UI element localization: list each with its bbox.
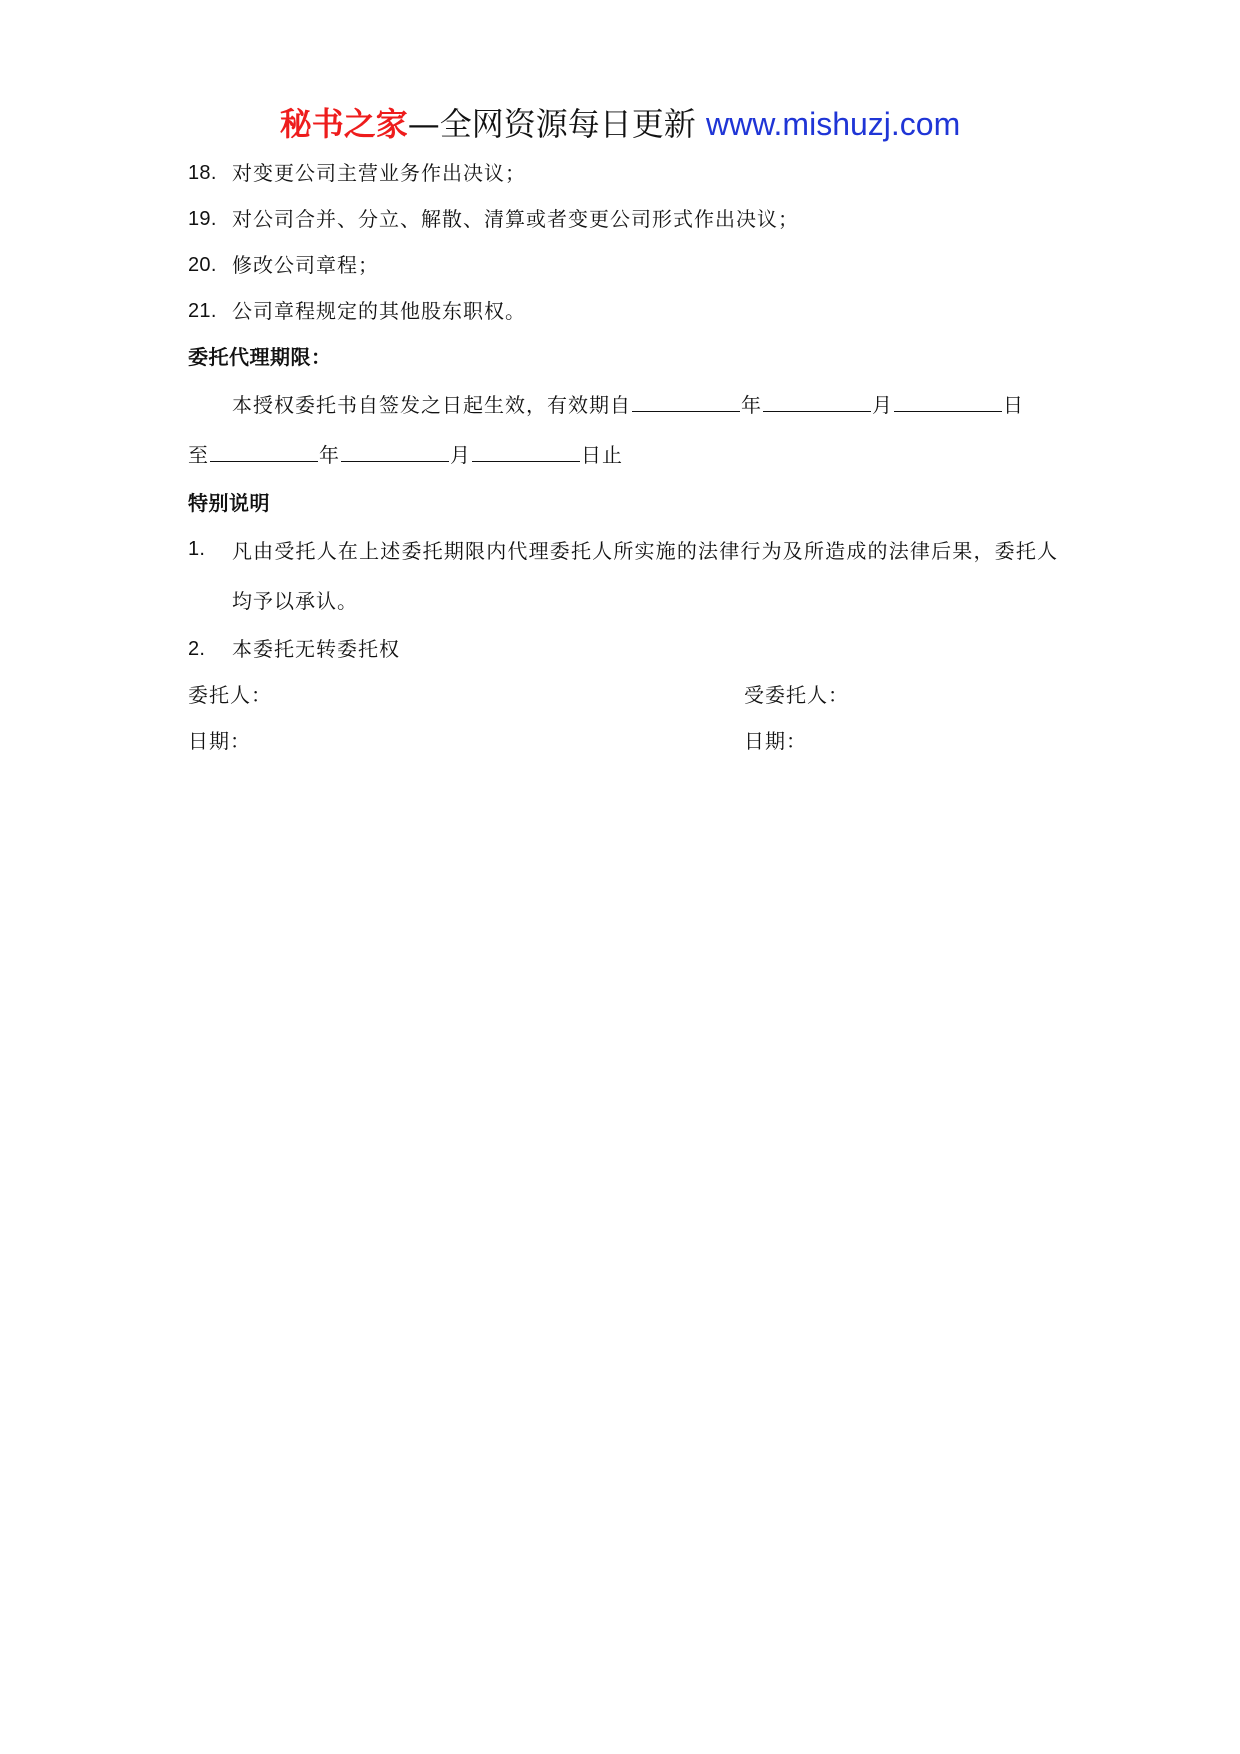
item-number: 18. xyxy=(188,162,217,184)
site-header xyxy=(0,102,1240,146)
start-day-blank[interactable] xyxy=(894,389,1002,412)
month-label: 月 xyxy=(872,393,893,417)
period-intro: 本授权委托书自签发之日起生效，有效期自 xyxy=(232,393,631,417)
item-text: 公司章程规定的其他股东职权。 xyxy=(232,299,526,323)
period-line-1 xyxy=(188,380,1058,430)
list-item xyxy=(188,288,1058,334)
principal-date-label: 日期： xyxy=(188,729,251,753)
day-label: 日 xyxy=(1003,393,1024,417)
period-heading: 委托代理期限： xyxy=(188,345,332,369)
item-text: 对变更公司主营业务作出决议； xyxy=(232,161,526,185)
list-item xyxy=(188,150,1058,196)
note-number: 1. xyxy=(188,538,206,560)
list-item xyxy=(188,242,1058,288)
item-number: 21. xyxy=(188,300,217,322)
note-text: 本委托无转委托权 xyxy=(232,637,400,661)
agent-date-label: 日期： xyxy=(744,729,807,753)
year-label: 年 xyxy=(741,393,762,417)
end-month-blank[interactable] xyxy=(341,439,449,462)
date-row xyxy=(188,718,1058,764)
brand-name: 秘书之家 xyxy=(279,105,408,143)
header-tagline: —全网资源每日更新 xyxy=(407,105,696,143)
note-text: 凡由受托人在上述委托期限内代理委托人所实施的法律行为及所造成的法律后果，委托人均予以承认。 xyxy=(232,539,1058,613)
end-day-blank[interactable] xyxy=(472,439,580,462)
agent-label: 受委托人： xyxy=(744,683,849,707)
period-line-2 xyxy=(188,430,1058,480)
end-suffix: 日止 xyxy=(581,443,623,467)
signature-row xyxy=(188,672,1058,718)
year-label: 年 xyxy=(319,443,340,467)
start-month-blank[interactable] xyxy=(763,389,871,412)
note-item xyxy=(188,526,1058,626)
item-text: 修改公司章程； xyxy=(232,253,379,277)
period-to-label: 至 xyxy=(188,443,209,467)
item-text: 对公司合并、分立、解散、清算或者变更公司形式作出决议； xyxy=(232,207,799,231)
list-item xyxy=(188,196,1058,242)
start-year-blank[interactable] xyxy=(632,389,740,412)
end-year-blank[interactable] xyxy=(210,439,318,462)
month-label: 月 xyxy=(450,443,471,467)
note-number: 2. xyxy=(188,638,206,660)
item-number: 20. xyxy=(188,254,217,276)
item-number: 19. xyxy=(188,208,217,230)
principal-label: 委托人： xyxy=(188,683,272,707)
notes-heading: 特别说明 xyxy=(188,491,270,515)
document-body xyxy=(188,150,1058,764)
site-url[interactable]: www.mishuzj.com xyxy=(705,106,961,142)
note-item xyxy=(188,626,1058,672)
